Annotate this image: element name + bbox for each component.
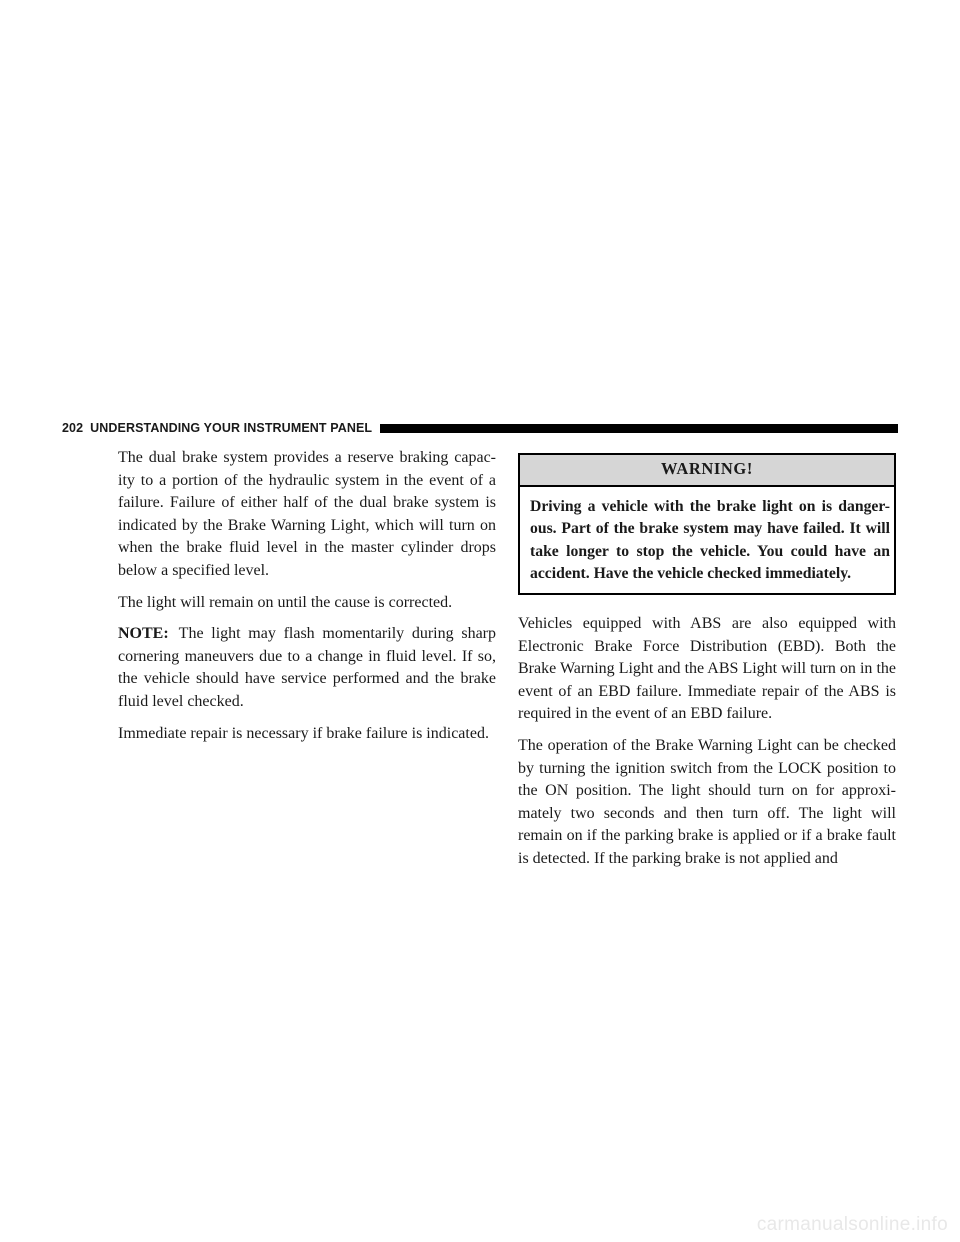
header-rule	[380, 424, 898, 433]
watermark: carmanualsonline.info	[756, 1214, 948, 1235]
warning-body: Driving a vehicle with the brake light on is danger- ous. Part of the brake system may have failed. It will take longer to stop the vehicle. You could have an accident. Have the vehicle checked immediately.	[530, 497, 890, 583]
paragraph-immediate-repair: Immediate repair is necessary if brake failure is indicated.	[118, 724, 489, 742]
warning-title: WARNING!	[520, 455, 894, 487]
note-text: The light may flash momentarily during sharp cornering maneuvers due to a change in fluid level. If so, the vehicle should have service performed and the brake fluid level checked.	[118, 625, 496, 710]
warning-box	[518, 453, 896, 595]
left-column	[118, 447, 496, 754]
paragraph-light-remain: The light will remain on until the cause is corrected.	[118, 593, 453, 611]
page-number: 202	[62, 421, 84, 435]
note-label: NOTE:	[118, 625, 169, 643]
paragraph-dual-brake: The dual brake system provides a reserve braking capac- ity to a portion of the hydraulic system in the event of a failure. Failure of either half of the dual brake system is indicated by the Brake Warning Light, which will turn on when the brake fluid level in the master cylinder drops below a specified level.	[118, 449, 496, 579]
paragraph-abs-ebd: Vehicles equipped with ABS are also equipped with Electronic Brake Force Distribution (EBD). Both the Brake Warning Light and the ABS Light will turn on in the event of an EBD failure. Immediate repair of the ABS is required in the event of an EBD failure.	[518, 614, 896, 723]
note-paragraph	[118, 623, 496, 713]
section-title: UNDERSTANDING YOUR INSTRUMENT PANEL	[90, 421, 373, 435]
paragraph-operation-check: The operation of the Brake Warning Light can be checked by turning the ignition switch from the LOCK position to the ON position. The light should turn on for approxi- mately two seconds and then turn off. The light will remain on if the parking brake is applied or if a brake fault is detected. If the parking brake is not applied and	[518, 736, 896, 867]
page-header	[62, 418, 898, 438]
right-column	[518, 453, 896, 880]
